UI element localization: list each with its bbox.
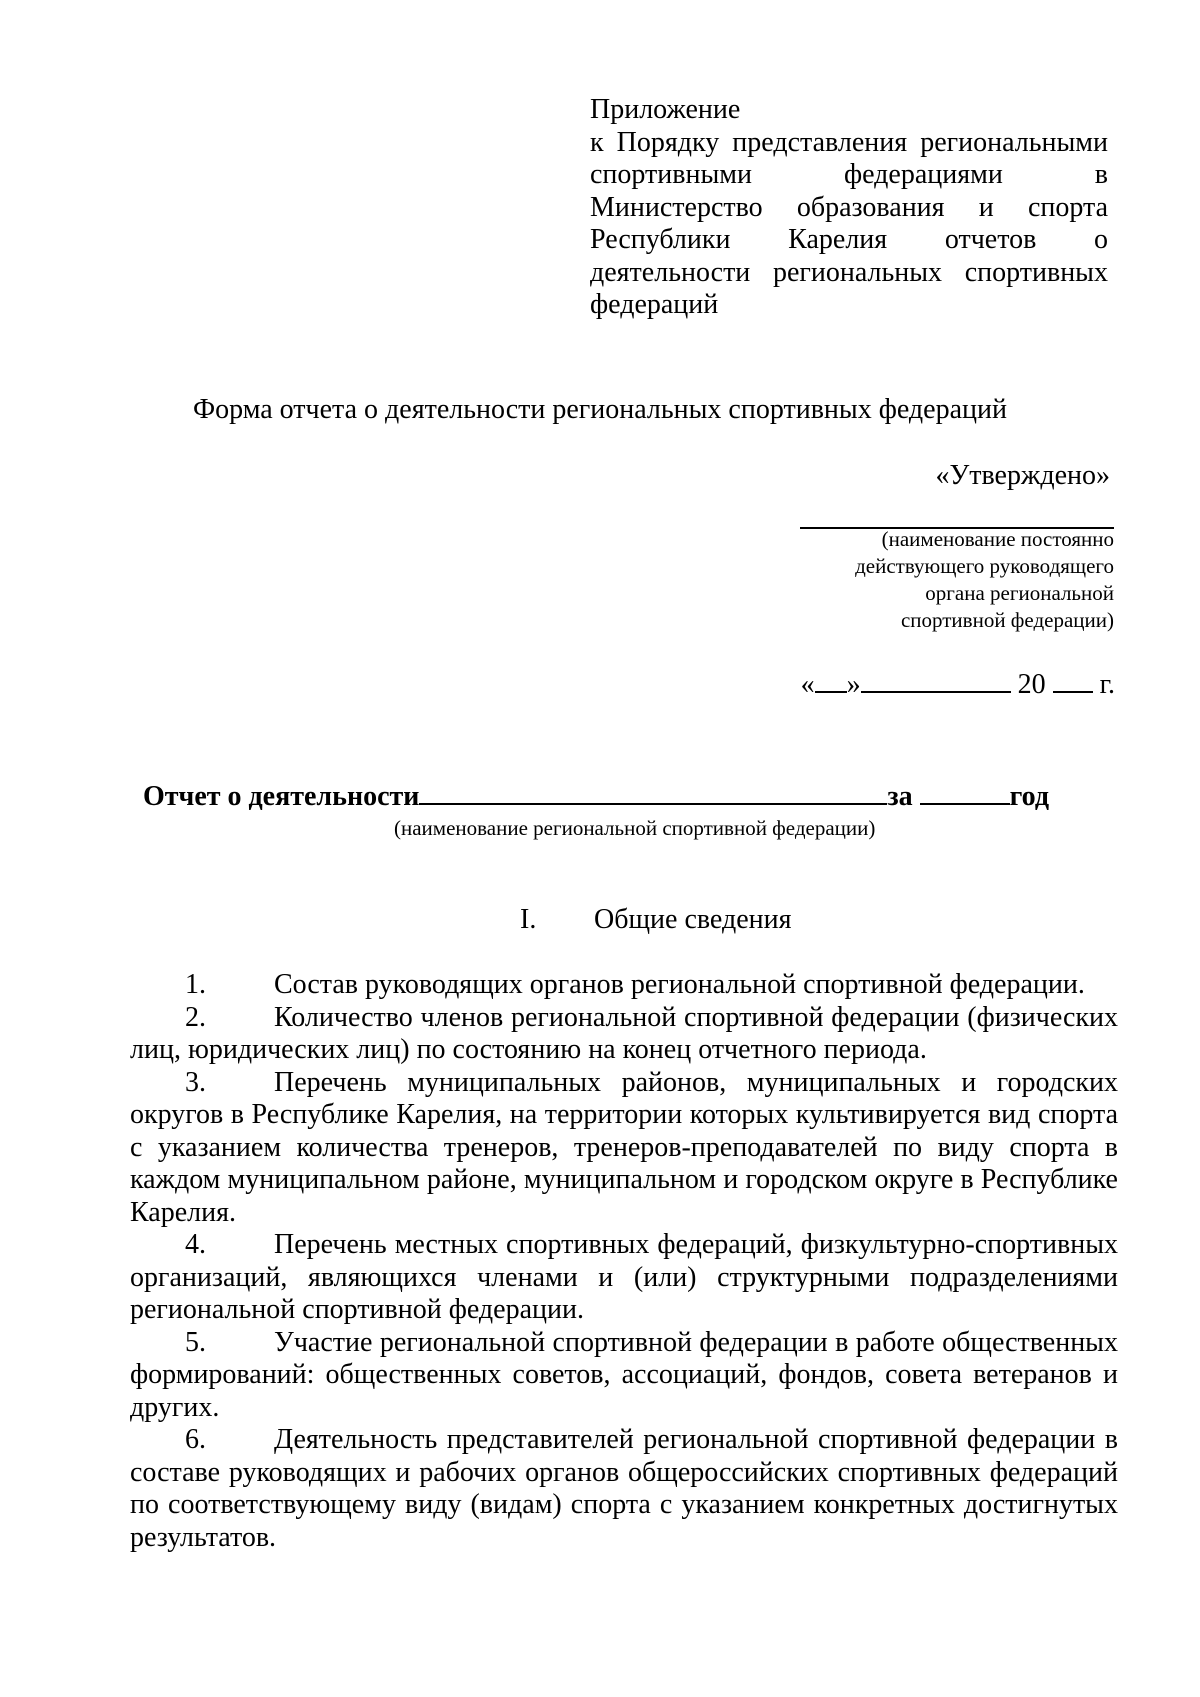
report-title	[143, 779, 1049, 814]
report-title-start: Отчет о деятельности	[143, 781, 420, 812]
list-item	[130, 969, 1118, 1002]
item-text: Перечень местных спортивных федераций, физкультурно-спортивных организаций, являющихся членами и (или) структурными подразделениями региональной спортивной федерации.	[130, 1229, 1118, 1325]
item-text: Состав руководящих органов региональной спортивной федерации.	[274, 969, 1085, 1000]
item-number: 5.	[185, 1326, 206, 1358]
report-year-word: год	[1009, 781, 1050, 812]
list-item	[130, 1002, 1118, 1067]
federation-name-blank	[419, 779, 887, 805]
item-number: 3.	[185, 1066, 206, 1098]
report-caption: (наименование региональной спортивной федерации)	[394, 816, 876, 840]
approval-caption-line: (наименование постоянно	[881, 527, 1114, 551]
appendix-body: к Порядку представления региональными спортивными федерациями в Министерство образования и спорта Республики Карелия отчетов о деятельности региональных спортивных федераций	[590, 126, 1108, 320]
year-prefix: 20	[1017, 669, 1046, 700]
section-title: Общие сведения	[594, 904, 792, 935]
day-blank	[815, 667, 847, 693]
item-text: Количество членов региональной спортивной федерации (физических лиц, юридических лиц) по состоянию на конец отчетного периода.	[130, 1001, 1118, 1065]
item-number: 1.	[185, 969, 206, 1000]
list-item	[130, 1327, 1118, 1425]
list-item	[130, 1067, 1118, 1230]
section-number: I.	[520, 904, 537, 935]
approval-date	[801, 667, 1115, 702]
item-number: 4.	[185, 1229, 206, 1260]
year-suffix: г.	[1099, 669, 1115, 700]
section-heading	[520, 903, 792, 937]
appendix-block	[590, 94, 1108, 322]
list-item	[130, 1229, 1118, 1327]
item-number: 2.	[185, 1001, 206, 1033]
item-text: Перечень муниципальных районов, муниципальных и городских округов в Республике Карелия, на территории которых культивируется вид спорта с указанием количества тренеров, тренеров-преподавателей по виду спорта в каждом муниципальном районе, муниципальном и городском округе в Республике Карелия.	[130, 1066, 1118, 1228]
appendix-title: Приложение	[590, 94, 741, 125]
date-open-quote: «	[800, 669, 815, 700]
date-close-quote: »	[846, 669, 861, 700]
report-for-word: за	[887, 781, 913, 812]
list-item	[130, 1424, 1118, 1554]
approval-caption-line: действующего руководящего	[855, 554, 1114, 578]
approval-caption-line: органа региональной	[925, 581, 1114, 605]
report-year-blank	[920, 779, 1010, 805]
item-text: Участие региональной спортивной федерации в работе общественных формирований: общественных советов, ассоциаций, фондов, совета ветеранов и других.	[130, 1326, 1118, 1423]
year-blank	[1053, 667, 1093, 693]
items-list	[130, 969, 1118, 1554]
approval-caption-line: спортивной федерации)	[900, 608, 1114, 632]
item-text: Деятельность представителей региональной спортивной федерации в составе руководящих и рабочих органов общероссийских спортивных федераций по соответствующему виду (видам) спорта с указанием конкретных достигнутых результатов.	[130, 1424, 1118, 1553]
month-blank	[861, 667, 1011, 693]
item-number: 6.	[185, 1424, 206, 1455]
approval-caption	[774, 526, 1114, 634]
form-title: Форма отчета о деятельности региональных спортивных федераций	[193, 394, 1007, 425]
approval-label: «Утверждено»	[935, 460, 1110, 491]
